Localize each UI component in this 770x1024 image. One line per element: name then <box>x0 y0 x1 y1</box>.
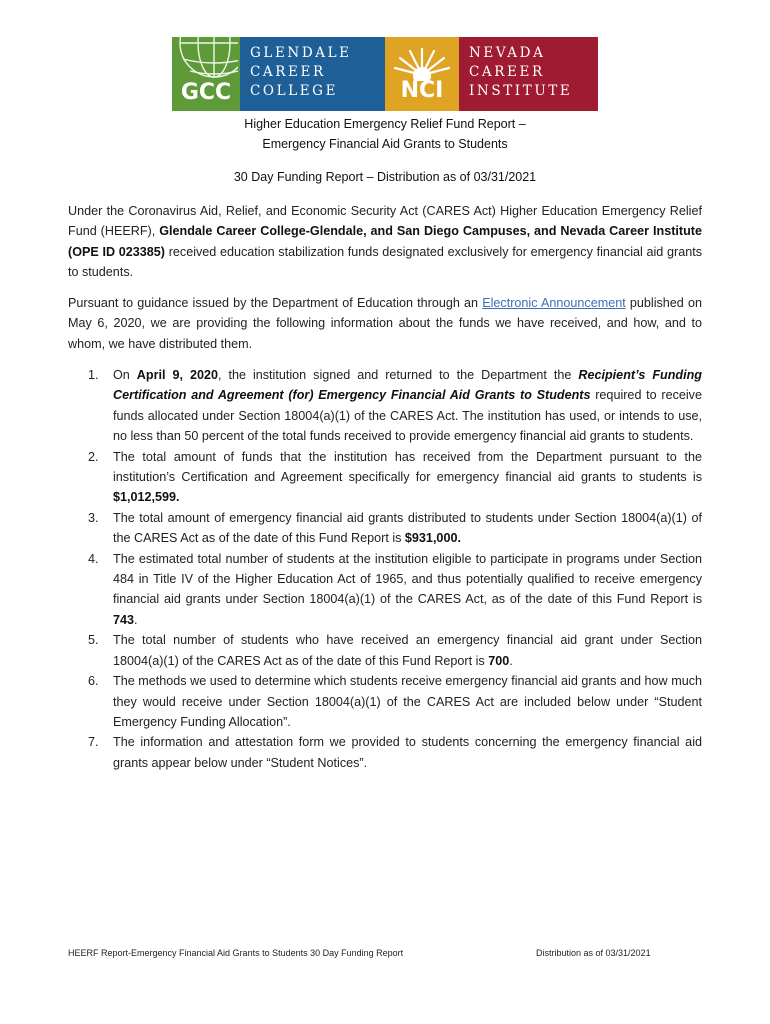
list-item <box>68 508 702 549</box>
nci-name-line: INSTITUTE <box>469 83 573 99</box>
item-text: The information and attestation form we provided to students concerning the emergency financial aid grants appear below under “Student Notices”. <box>113 735 702 770</box>
item-number: 2. <box>88 449 99 464</box>
gcc-name-line: GLENDALE <box>250 45 352 61</box>
nci-logo-mark <box>385 37 459 111</box>
item-number: 6. <box>88 674 99 689</box>
nci-name-line: CAREER <box>469 64 545 80</box>
nci-abbreviation: NCI <box>400 78 444 103</box>
globe-icon <box>174 37 238 81</box>
item-number: 3. <box>88 510 99 525</box>
total-funds-received: $1,012,599. <box>113 490 180 505</box>
eligible-students-count: 743 <box>113 612 135 627</box>
agreement-date: April 9, 2020 <box>136 368 218 382</box>
list-item <box>68 671 702 732</box>
gcc-name-line: CAREER <box>250 64 326 80</box>
cares-act-paragraph <box>68 201 702 283</box>
funds-text: received education stabilization funds designated exclusively for emergency financial aid grants to students. <box>68 244 702 280</box>
list-item <box>68 630 702 671</box>
list-item <box>68 549 702 631</box>
report-title-line2: Emergency Financial Aid Grants to Students <box>262 137 508 151</box>
item-text: The estimated total number of students at the institution eligible to participate in programs under Section 484 in Title IV of the Higher Education Act of 1965, and thus potentially qualified to receive emergency financial aid grants under Section 18004(a)(1) of the CARES Act, as of the date of this Fund Report is <box>113 551 702 607</box>
guidance-paragraph <box>68 293 702 354</box>
list-item <box>68 365 702 447</box>
item-number: 4. <box>88 551 99 566</box>
item-text: , the institution signed and returned to the Department the <box>217 368 579 382</box>
college-logo-banner <box>172 37 598 111</box>
institution-name: Glendale Career College-Glendale, and San Diego Campuses, and Nevada Career Institute (OPE ID 023385) <box>68 224 702 259</box>
guidance-text: Pursuant to guidance issued by the Department of Education through an <box>68 296 483 310</box>
gcc-name-block <box>240 37 385 111</box>
list-item <box>68 732 702 773</box>
sun-icon <box>392 45 452 81</box>
agreement-title: Recipient’s Funding Certification and Agreement (for) Emergency Financial Aid Grants to Students <box>113 368 702 403</box>
gcc-logo-mark <box>172 37 240 111</box>
item-number: 5. <box>88 633 99 648</box>
report-items-list <box>68 365 702 773</box>
item-text: . <box>134 612 138 627</box>
item-number: 1. <box>88 368 99 382</box>
item-text: The total amount of emergency financial aid grants distributed to students under Section 18004(a)(1) of the CARES Act as of the date of this Fund Report is <box>113 510 702 546</box>
funding-report-subtitle: 30 Day Funding Report – Distribution as of 03/31/2021 <box>233 170 537 184</box>
guidance-text-end: published on May 6, 2020, we are providing the following information about the funds we have received, and how, and to whom, we have distributed them. <box>68 296 702 351</box>
total-grants-distributed: $931,000. <box>404 531 461 546</box>
item-number: 7. <box>88 735 99 750</box>
gcc-abbreviation: GCC <box>180 80 232 105</box>
intro-text: Under the Coronavirus Aid, Relief, and Economic Security Act (CARES Act) Higher Education Emergency Relief Fund (HEERF), <box>68 204 702 239</box>
item-text: The total number of students who have received an emergency financial aid grant under Section 18004(a)(1) of the CARES Act as of the date of this Fund Report is <box>113 633 702 668</box>
gcc-name-line: COLLEGE <box>250 83 339 99</box>
list-item <box>68 447 702 508</box>
nci-name-line: NEVADA <box>469 45 546 61</box>
item-text: The methods we used to determine which students receive emergency financial aid grants and how much they would receive under Section 18004(a)(1) of the CARES Act are included below under “Student Emergency Funding Allocation”. <box>113 674 702 729</box>
footer-distribution-date: Distribution as of 03/31/2021 <box>536 948 651 958</box>
nci-name-block <box>459 37 598 111</box>
report-title-line1: Higher Education Emergency Relief Fund Report – <box>244 117 526 131</box>
item-text: . <box>509 653 513 668</box>
students-received-count: 700 <box>488 653 510 668</box>
footer-report-name: HEERF Report-Emergency Financial Aid Grants to Students 30 Day Funding Report <box>68 948 404 958</box>
item-text: The total amount of funds that the institution has received from the Department pursuant to the institution’s Certification and Agreement specifically for emergency financial aid grants to students is <box>113 449 702 485</box>
electronic-announcement-link[interactable]: Electronic Announcement <box>482 296 626 310</box>
item-text: required to receive funds allocated under Section 18004(a)(1) of the CARES Act. The institution has used, or intends to use, no less than 50 percent of the total funds received to provide emergency financial aid grants to students. <box>113 388 702 444</box>
item-text: On <box>113 368 137 382</box>
